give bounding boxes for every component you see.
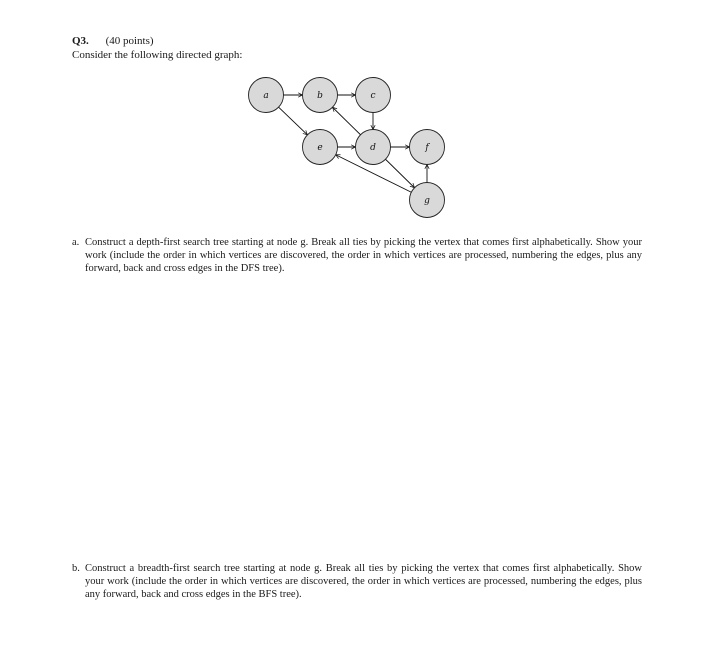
node-g [410,183,445,218]
node-label-f: f [425,143,429,153]
part-a-text: Construct a depth-first search tree starting at node g. Break all ties by picking the vertex that comes first alphabetically. Show your work (include the order in which vertices are discovered, the order in which vertices are processed, numbering the edges, plus any forward, back and cross edges in the DFS tree). [85,237,642,274]
edge-a-e [279,107,308,135]
node-b [303,78,338,113]
question-number: Q3. [72,35,89,47]
node-label-d: d [370,143,376,153]
question-intro: Consider the following directed graph: [72,49,243,61]
part-a-label: a. [72,237,80,248]
node-e [303,130,338,165]
node-label-g: g [424,196,430,206]
part-b-label: b. [72,563,80,574]
node-label-b: b [317,91,323,101]
node-f [410,130,445,165]
node-d [356,130,391,165]
node-label-a: a [263,91,269,101]
graph-nodes [249,78,445,218]
graph-edges [279,95,427,192]
part-b-text: Construct a breadth-first search tree starting at node g. Break all ties by picking the vertex that comes first alphabetically. Show your work (include the order in which vertices are discovered, the order in which vertices are processed, numbering the edges, plus any forward, back and cross edges in the BFS tree). [85,563,642,600]
node-label-c: c [370,91,376,101]
node-c [356,78,391,113]
node-a [249,78,284,113]
part-a [72,236,642,275]
node-label-e: e [317,143,323,153]
edge-d-b [332,107,360,134]
edge-d-g [385,159,414,187]
part-b [72,562,642,601]
question-points: (40 points) [105,35,154,47]
